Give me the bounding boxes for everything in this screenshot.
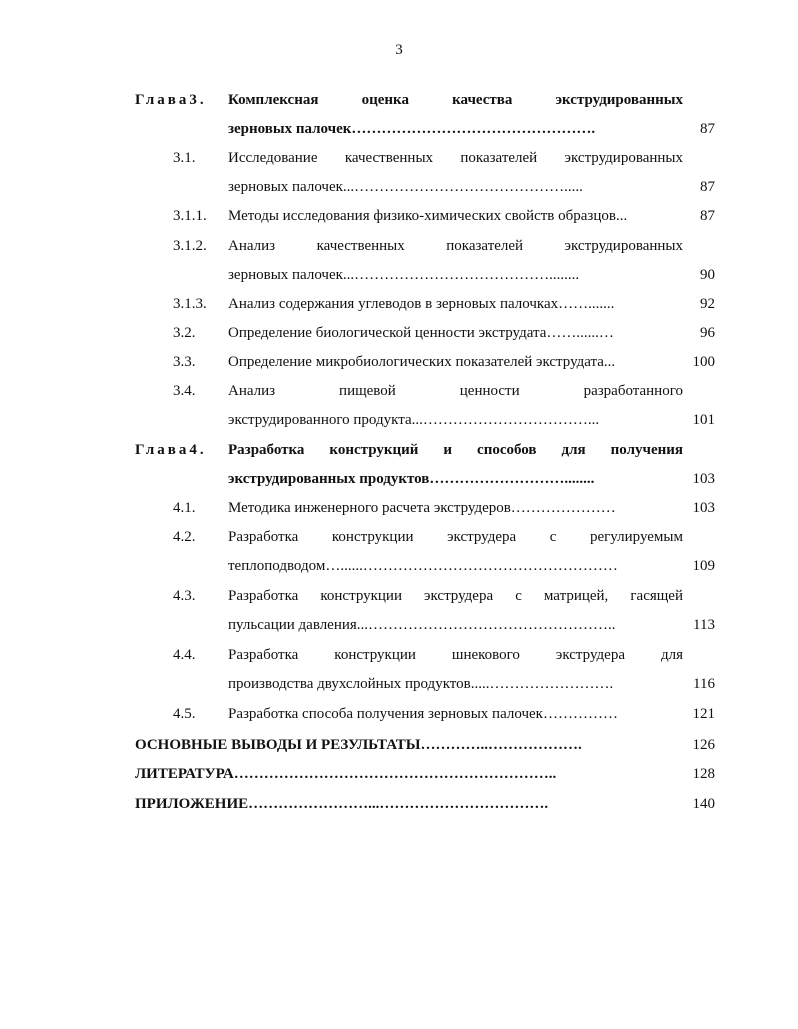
toc-title-4-2-cont: теплоподводом…......…………………………………………… bbox=[228, 558, 618, 574]
toc-title-3-1: Исследование качественных показателей экструдированных bbox=[228, 150, 683, 166]
toc-num-3-4: 3.4. bbox=[173, 383, 196, 399]
toc-page-4-5: 121 bbox=[692, 706, 715, 722]
toc-title-4-3-cont: пульсации давления...………………………………………….. bbox=[228, 617, 616, 633]
toc-appendix-page: 140 bbox=[692, 796, 715, 812]
chapter4-label: Глава4. bbox=[135, 442, 207, 458]
chapter3-title-line2: зерновых палочек…………………………………………. bbox=[228, 121, 596, 137]
toc-page-4-1: 103 bbox=[692, 500, 715, 516]
toc-page-4-3: 113 bbox=[693, 617, 715, 633]
toc-title-3-3: Определение микробиологических показателей экструдата... bbox=[228, 354, 616, 370]
toc-page-3-1-3: 92 bbox=[700, 296, 715, 312]
toc-num-4-2: 4.2. bbox=[173, 529, 196, 545]
toc-title-3-1-1: Методы исследования физико-химических свойств образцов... bbox=[228, 208, 628, 224]
toc-num-3-2: 3.2. bbox=[173, 325, 196, 341]
toc-num-4-5: 4.5. bbox=[173, 706, 196, 722]
toc-num-3-1-1: 3.1.1. bbox=[173, 208, 207, 224]
toc-title-4-3: Разработка конструкции экструдера с матрицей, гасящей bbox=[228, 588, 683, 604]
toc-title-3-1-3: Анализ содержания углеводов в зерновых палочках……....... bbox=[228, 296, 615, 312]
toc-page-3-3: 100 bbox=[692, 354, 715, 370]
toc-num-4-1: 4.1. bbox=[173, 500, 196, 516]
toc-literature-page: 128 bbox=[692, 766, 715, 782]
toc-page-3-1: 87 bbox=[700, 179, 715, 195]
toc-title-3-4: Анализ пищевой ценности разработанного bbox=[228, 383, 683, 399]
toc-title-4-5: Разработка способа получения зерновых палочек…………… bbox=[228, 706, 618, 722]
chapter3-page: 87 bbox=[700, 121, 715, 137]
toc-title-3-4-cont: экструдированного продукта...……………………………... bbox=[228, 412, 600, 428]
toc-page-3-1-1: 87 bbox=[700, 208, 715, 224]
toc-num-3-1: 3.1. bbox=[173, 150, 196, 166]
page-number: 3 bbox=[395, 42, 403, 58]
chapter3-title-line1: Комплексная оценка качества экструдированных bbox=[228, 92, 683, 108]
toc-title-3-1-cont: зерновых палочек...……………………………………..... bbox=[228, 179, 583, 195]
toc-title-4-4: Разработка конструкции шнекового экструдера для bbox=[228, 647, 683, 663]
chapter4-title-line2: экструдированных продуктов………………………........ bbox=[228, 471, 595, 487]
toc-title-3-2: Определение биологической ценности экструдата……......… bbox=[228, 325, 614, 341]
chapter4-title-line1: Разработка конструкций и способов для получения bbox=[228, 442, 683, 458]
toc-num-4-4: 4.4. bbox=[173, 647, 196, 663]
toc-num-3-1-2: 3.1.2. bbox=[173, 238, 207, 254]
toc-conclusions-page: 126 bbox=[692, 737, 715, 753]
toc-page-4-4: 116 bbox=[693, 676, 715, 692]
toc-literature-title: ЛИТЕРАТУРА……………………………………………………….. bbox=[135, 766, 557, 782]
toc-appendix-title: ПРИЛОЖЕНИЕ……………………...……………………………. bbox=[135, 796, 549, 812]
toc-title-3-1-2: Анализ качественных показателей экструдированных bbox=[228, 238, 683, 254]
toc-num-3-3: 3.3. bbox=[173, 354, 196, 370]
toc-page-3-1-2: 90 bbox=[700, 267, 715, 283]
toc-num-4-3: 4.3. bbox=[173, 588, 196, 604]
toc-conclusions-title: ОСНОВНЫЕ ВЫВОДЫ И РЕЗУЛЬТАТЫ…………..………………. bbox=[135, 737, 582, 753]
toc-num-3-1-3: 3.1.3. bbox=[173, 296, 207, 312]
toc-title-4-1: Методика инженерного расчета экструдеров………………… bbox=[228, 500, 616, 516]
toc-title-4-2: Разработка конструкции экструдера с регулируемым bbox=[228, 529, 683, 545]
toc-title-3-1-2-cont: зерновых палочек...…………………………………........ bbox=[228, 267, 580, 283]
chapter3-label: Глава3. bbox=[135, 92, 207, 108]
toc-title-4-4-cont: производства двухслойных продуктов.....……………………. bbox=[228, 676, 614, 692]
toc-page-3-4: 101 bbox=[692, 412, 715, 428]
chapter4-page: 103 bbox=[692, 471, 715, 487]
toc-page-3-2: 96 bbox=[700, 325, 715, 341]
toc-page-4-2: 109 bbox=[692, 558, 715, 574]
